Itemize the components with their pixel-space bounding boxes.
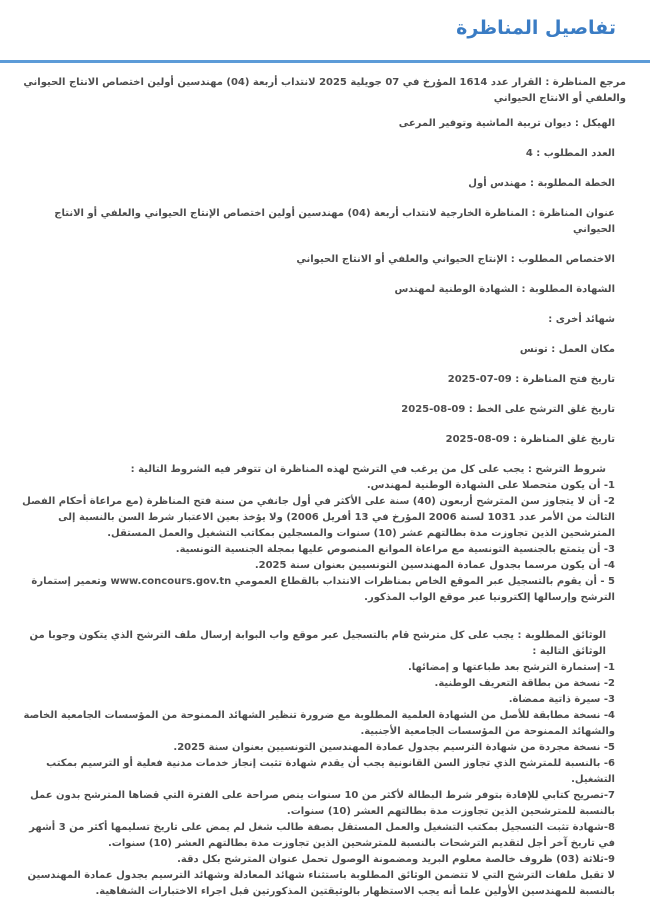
- document-item: 6- بالنسبة للمترشح الذي تجاوز السن القانونية يجب أن يقدم شهادة تثبت إنجاز خدمات مدنية فعلية أو الترسيم بمكتب التشغيل.: [46, 758, 615, 785]
- document-item: 3- سيرة ذاتية ممضاة.: [508, 694, 615, 705]
- document-item: 1- إستمارة الترشح بعد طباعتها و إمضائها.: [407, 662, 615, 673]
- document-item: 4- نسخة مطابقة للأصل من الشهادة العلمية المطلوبة مع ضرورة تنظير الشهائد الممنوحة من المؤسسات الجامعية الخاصة والشهائد الممنوحة من المؤسسات الجامعية الأجنبية.: [23, 710, 615, 737]
- field-count: العدد المطلوب : 4: [525, 148, 615, 159]
- document-item: 2- نسخة من بطاقة التعريف الوطنية.: [434, 678, 615, 689]
- field-workplace: مكان العمل : تونس: [519, 344, 615, 355]
- condition-item: 5 - أن يقوم بالتسجيل عبر الموقع الخاص بمناظرات الانتداب بالقطاع العمومي www.concours.gov.tn وتعمير إستمارة الترشح وإرسالها إلكترونيا عبر موقع الواب المذكور.: [31, 576, 615, 603]
- field-close-date: تاريخ غلق المناظرة : 09-08-2025: [445, 434, 615, 445]
- page-title: تفاصيل المناظرة: [456, 17, 616, 39]
- documents-section: [12, 628, 626, 900]
- field-contest-title: عنوان المناظرة : المناظرة الخارجية لانتداب أربعة (04) مهندسين أولين اختصاص الإنتاج الحيواني والعلفي أو الانتاج الحيواني: [54, 208, 615, 235]
- document-note: لا تقبل ملفات الترشح التي لا تتضمن الوثائق المطلوبة باستثناء شهائد المعادلة وشهائد الترسيم بجدول عمادة المهندسين بالنسبة للمهندسين الأولين علما أنه يجب الاستظهار بالوثيقتين المذكورتين قبل اجراء الاختبارات الشفاهية.: [27, 870, 615, 897]
- documents-heading: الوثائق المطلوبة : يجب على كل مترشح قام بالتسجيل عبر موقع واب البوابة إرسال ملف الترشح الذي يتكون وجوبا من الوثائق التالية :: [29, 630, 606, 657]
- details-content: [12, 75, 626, 900]
- document-item: 7-تصريح كتابي للإفادة بتوفر شرط البطالة لأكثر من 10 سنوات ينص صراحة على الفترة التي قضاها المترشح بدون عمل بالنسبة للمترشحين الذين تجاوزت مدة بطالتهم العشر (10) سنوات.: [30, 790, 615, 817]
- conditions-section: [12, 462, 626, 606]
- document-item: 8-شهادة تثبت التسجيل بمكتب التشغيل والعمل المستقل بصفة طالب شغل لم يمض على تاريخ تسليمها أكثر من 3 أشهر في تاريخ آخر أجل لتقديم الترشحات بالنسبة للمترشحين الذين تجاوزت مدة بطالتهم العشر (10) سنوات.: [29, 822, 615, 849]
- condition-item: 2- أن لا يتجاوز سن المترشح أربعون (40) سنة على الأكثر في أول جانفي من سنة فتح المناظرة (مع مراعاة أحكام الفصل الثالث من الأمر عدد 1031 لسنة 2006 المؤرخ في 13 أفريل 2006) ولا يؤخذ بعين الاعتبار شرط السن بالنسبة إلى المترشحين الذين تجاوزت مدة بطالتهم عشر (10) سنوات والمسجلين بمكاتب التشغيل والعمل المستقل.: [22, 496, 615, 539]
- condition-item: 3- أن يتمتع بالجنسية التونسية مع مراعاة الموانع المنصوص عليها بمجلة الجنسية التونسية.: [175, 544, 615, 555]
- condition-item: 1- أن يكون متحصلا على الشهادة الوطنية لمهندس.: [366, 480, 615, 491]
- field-specialty: الاختصاص المطلوب : الإنتاج الحيواني والعلفي أو الانتاج الحيواني: [296, 254, 615, 265]
- document-item: 9-ثلاثة (03) ظروف خالصة معلوم البريد ومضمونة الوصول تحمل عنوان المترشح بكل دقة.: [177, 854, 615, 865]
- field-diploma: الشهادة المطلوبة : الشهادة الوطنية لمهندس: [394, 284, 615, 295]
- conditions-heading: شروط الترشح : يجب على كل من يرغب في الترشح لهذه المناظرة ان تتوفر فيه الشروط التالية :: [130, 464, 606, 475]
- field-online-close-date: تاريخ غلق الترشح على الخط : 09-08-2025: [401, 404, 615, 415]
- field-reference: مرجع المناظرة : القرار عدد 1614 المؤرخ في 07 جويلية 2025 لانتداب أربعة (04) مهندسين أولين اختصاص الانتاج الحيواني والعلفي أو الانتاج الحيواني: [23, 77, 626, 104]
- field-grade: الخطة المطلوبة : مهندس أول: [468, 178, 615, 189]
- condition-item: 4- أن يكون مرسما بجدول عمادة المهندسين التونسيين بعنوان سنة 2025.: [254, 560, 615, 571]
- field-structure: الهيكل : ديوان تربية الماشية وتوفير المرعى: [398, 118, 615, 129]
- field-opening-date: تاريخ فتح المناظرة : 09-07-2025: [447, 374, 615, 385]
- document-item: 5- نسخة مجردة من شهادة الترسيم بجدول عمادة المهندسين التونسيين بعنوان سنة 2025.: [173, 742, 615, 753]
- title-divider: [0, 60, 650, 63]
- field-other-diplomas: شهائد أخرى :: [548, 314, 615, 325]
